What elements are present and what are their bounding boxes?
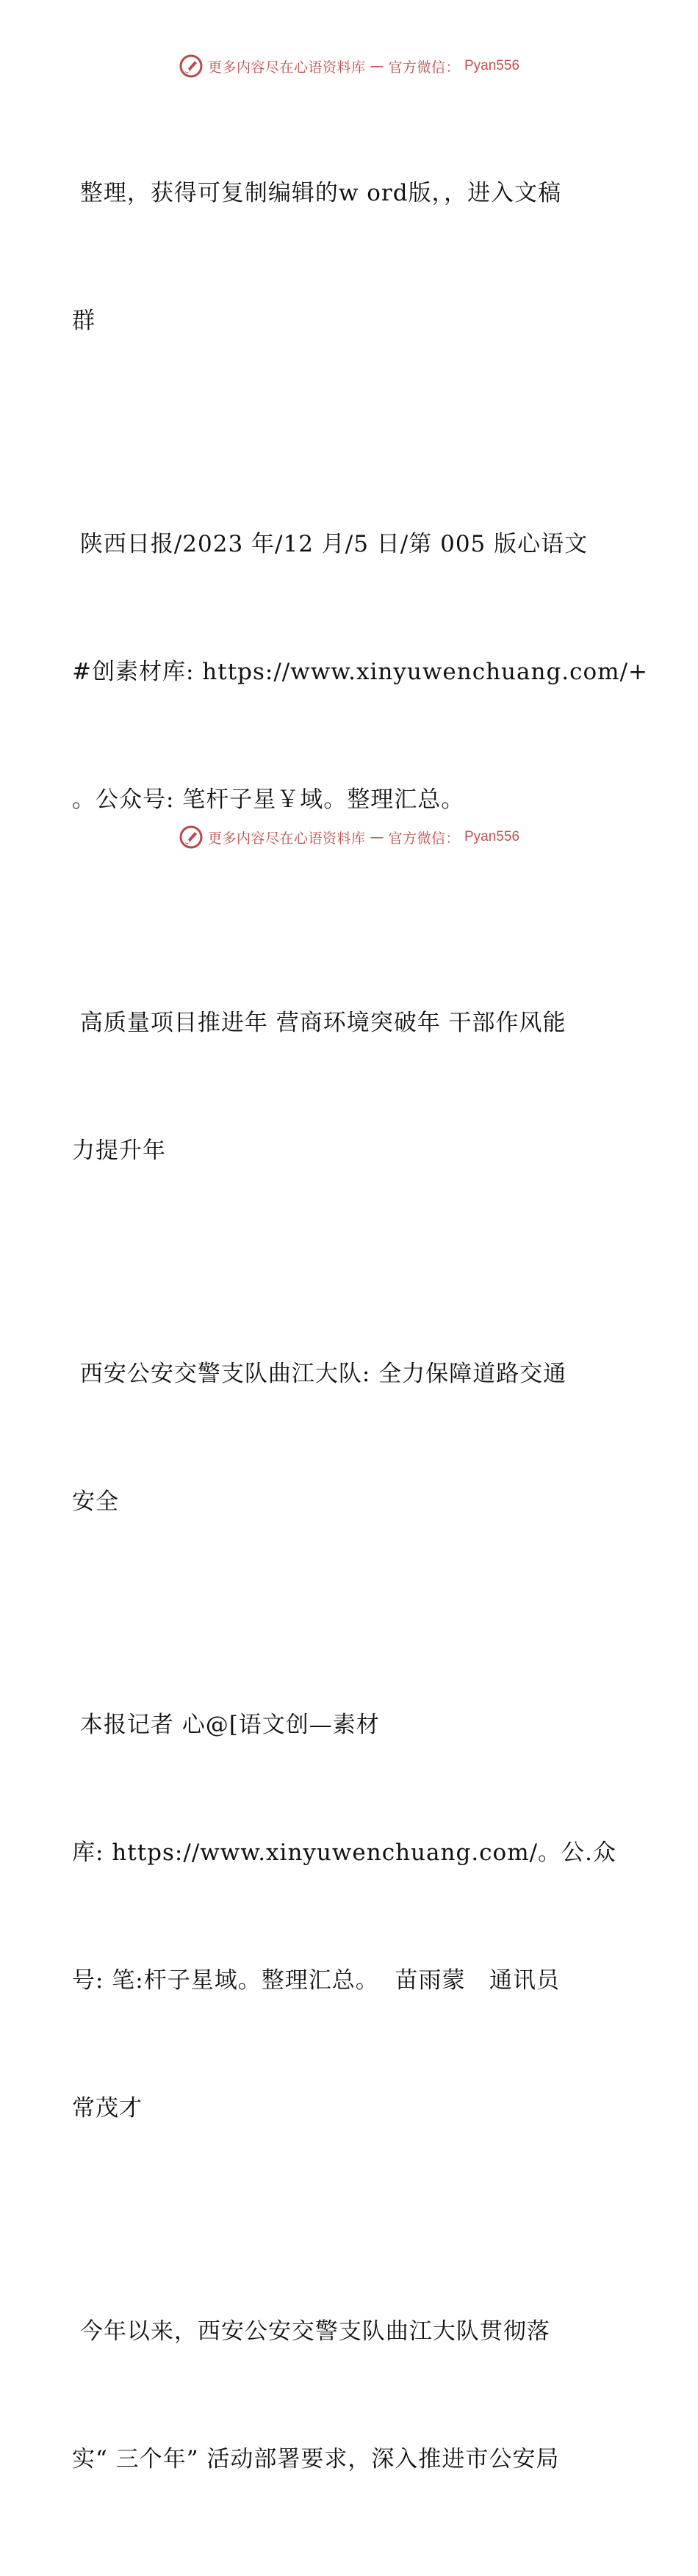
pen-logo-icon bbox=[179, 825, 204, 850]
paragraph bbox=[72, 916, 630, 1257]
text-line: #创素材库: https://www.xinyuwenchuang.com/+ bbox=[72, 659, 648, 685]
text-line: 今年以来，西安公安交警支队曲江大队贯彻落 bbox=[72, 2318, 550, 2345]
text-line: 安全 bbox=[72, 1488, 119, 1515]
banner-text: 更多内容尽在心语资料库 bbox=[207, 830, 366, 847]
paragraph bbox=[72, 87, 630, 427]
text-line: 库: https://www.xinyuwenchuang.com/。公.众 bbox=[72, 1839, 616, 1866]
banner-separator: — bbox=[370, 829, 384, 845]
banner-wechat-id: Pyan556 bbox=[464, 829, 520, 844]
banner-wechat-id: Pyan556 bbox=[464, 58, 520, 73]
text-line: 本报记者 心@[语文创—素材 bbox=[72, 1712, 380, 1738]
banner-text: 更多内容尽在心语资料库 bbox=[207, 59, 366, 76]
text-line: 实“ 三个年” 活动部署要求，深入推进市公安局 bbox=[72, 2446, 560, 2472]
banner-label: 官方微信： bbox=[388, 830, 460, 847]
header-banner bbox=[0, 51, 698, 81]
paragraph bbox=[72, 2225, 630, 2566]
text-line: 高质量项目推进年 营商环境突破年 干部作风能 bbox=[72, 1010, 566, 1036]
paragraph bbox=[72, 1267, 630, 1608]
footer-banner bbox=[0, 822, 698, 852]
text-line: 常茂才 bbox=[72, 2095, 143, 2121]
text-line: 西安公安交警支队曲江大队: 全力保障道路交通 bbox=[72, 1361, 567, 1387]
text-line: 陕西日报/2023 年/12 月/5 日/第 005 版心语文 bbox=[72, 531, 589, 557]
text-line: 整理，获得可复制编辑的w ord版，，进入文稿 bbox=[72, 180, 562, 206]
banner-separator: — bbox=[370, 58, 384, 74]
paragraph bbox=[72, 1618, 630, 2215]
text-line: 号: 笔:杆子星域。整理汇总。 苗雨蒙 通讯员 bbox=[72, 1967, 561, 1994]
text-line: 群 bbox=[72, 308, 96, 334]
text-line: 。公众号: 笔杆子星￥域。整理汇总。 bbox=[72, 786, 465, 813]
banner-label: 官方微信： bbox=[388, 59, 460, 76]
pen-logo-icon bbox=[179, 54, 204, 79]
text-line: 力提升年 bbox=[72, 1137, 166, 1164]
document-body bbox=[72, 87, 648, 2576]
